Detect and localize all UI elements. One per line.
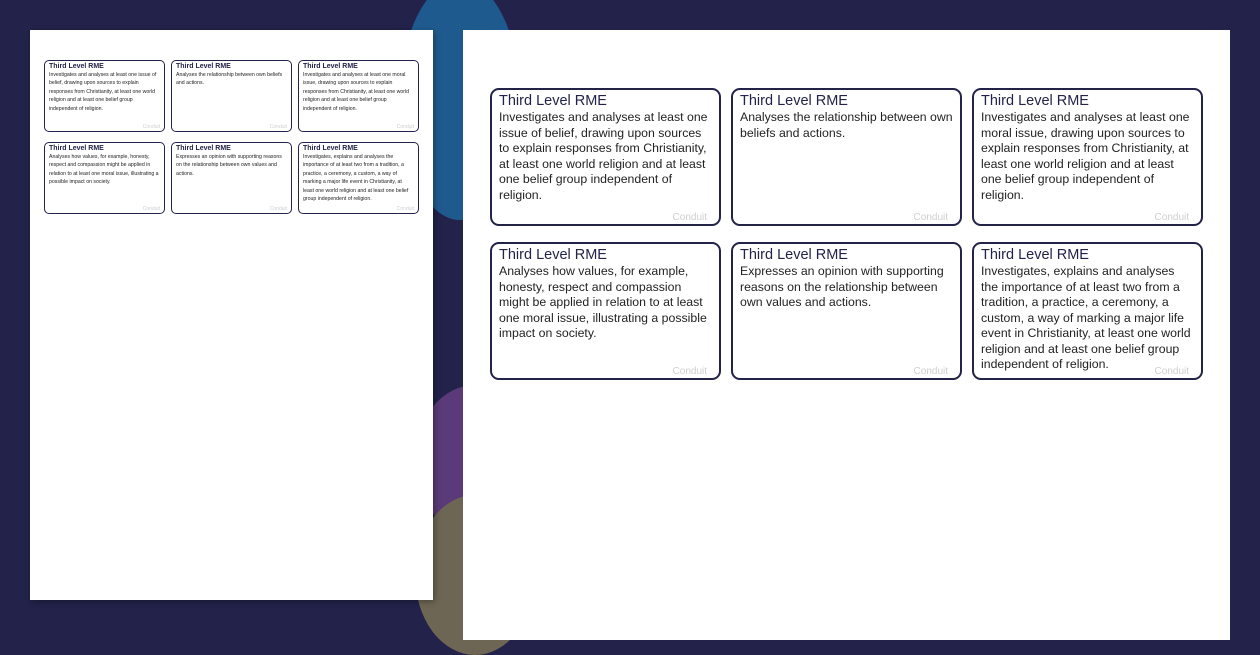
brand-watermark: Conduit [1154,366,1189,377]
brand-watermark: Conduit [913,212,948,223]
card-body: Analyses the relationship between own beliefs and actions. [176,72,283,87]
outcome-card [44,142,165,214]
card-title: Third Level RME [176,145,231,152]
brand-watermark: Conduit [269,124,287,130]
card-body: Investigates and analyses at least one moral issue, drawing upon sources to explain responses from Christianity, at least one world religion and at least one belief group independent of religion. [981,110,1190,202]
card-body: Investigates and analyses at least one issue of belief, drawing upon sources to explain responses from Christianity, at least one world religion and at least one belief group independent of religion. [499,110,708,202]
card-title: Third Level RME [176,63,231,70]
brand-watermark: Conduit [269,206,287,212]
card-body: Analyses how values, for example, honesty, respect and compassion might be applied in relation to at least one moral issue, illustrating a possible impact on society. [499,264,707,340]
page-preview-thumbnail[interactable] [30,30,433,600]
card-title: Third Level RME [981,93,1089,109]
card-body: Expresses an opinion with supporting reasons on the relationship between own values and actions. [740,264,944,309]
card-title: Third Level RME [740,93,848,109]
brand-watermark: Conduit [142,206,160,212]
card-title: Third Level RME [303,63,358,70]
brand-watermark: Conduit [1154,212,1189,223]
card-body: Expresses an opinion with supporting reasons on the relationship between own values and actions. [176,154,282,177]
outcome-card [490,88,721,226]
card-grid-thumbnail [44,60,419,214]
outcome-card [171,142,292,214]
brand-watermark: Conduit [142,124,160,130]
outcome-card [490,242,721,380]
outcome-card [731,88,962,226]
brand-watermark: Conduit [672,212,707,223]
outcome-card [731,242,962,380]
card-title: Third Level RME [740,247,848,263]
card-title: Third Level RME [981,247,1089,263]
brand-watermark: Conduit [396,124,414,130]
card-title: Third Level RME [499,93,607,109]
card-body: Analyses how values, for example, honesty, respect and compassion might be applied in relation to at least one moral issue, illustrating a possible impact on society. [49,154,159,186]
outcome-card [972,88,1203,226]
card-body: Investigates and analyses at least one issue of belief, drawing upon sources to explain responses from Christianity, at least one world religion and at least one belief group independent of religion. [49,72,157,112]
card-body: Investigates and analyses at least one moral issue, drawing upon sources to explain responses from Christianity, at least one world religion and at least one belief group independent of religion. [303,72,410,112]
outcome-card [298,60,419,132]
card-grid-detail [490,88,1203,380]
brand-watermark: Conduit [913,366,948,377]
card-title: Third Level RME [303,145,358,152]
card-body: Investigates, explains and analyses the importance of at least two from a tradition, a practice, a ceremony, a custom, a way of marking a major life event in Christianity, at least one world religion and at least one belief group independent of religion. [981,264,1191,371]
card-body: Investigates, explains and analyses the importance of at least two from a tradition, a practice, a ceremony, a custom, a way of marking a major life event in Christianity, at least one world religion and at least one belief group independent of religion. [303,154,409,203]
outcome-card [298,142,419,214]
card-title: Third Level RME [49,145,104,152]
outcome-card [44,60,165,132]
outcome-card [972,242,1203,380]
outcome-card [171,60,292,132]
card-title: Third Level RME [499,247,607,263]
card-title: Third Level RME [49,63,104,70]
brand-watermark: Conduit [672,366,707,377]
card-body: Analyses the relationship between own beliefs and actions. [740,110,953,140]
brand-watermark: Conduit [396,206,414,212]
page-preview-detail [463,30,1230,640]
